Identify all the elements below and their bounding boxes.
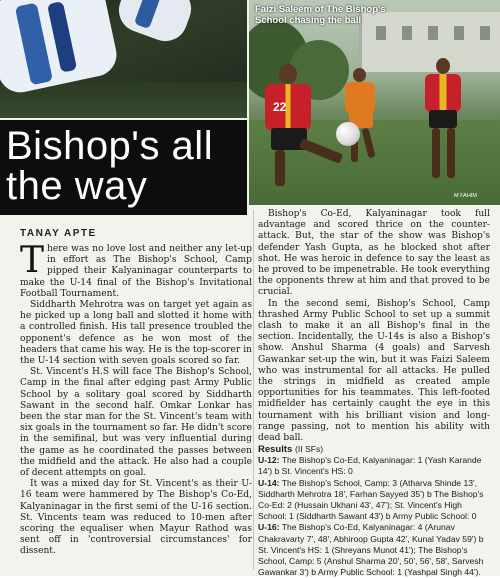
headline: Bishop's all the way — [6, 124, 214, 208]
article-paragraph: It was a mixed day for St. Vincent's as their U-16 team were hammered by The Bishop's Co-Ed, Kalyaninagar in the first semi of the U-16 section. St. Vincents team was reduced to 10-men after scoring the equaliser when Mayur Rathod was sent off in 'controversial circumstances' for dissent. — [20, 479, 252, 557]
result-item-u16: U-16: The Bishop's Co-Ed, Kalyaninagar: 4 (Arunav Chakravarty 7', 48', Abhiroop Gupta 42', Kunal Yadav 59') b St. Vincent's HS: 1 (Shreyans Munot 41'); The Bishop's School, Camp: 5 (Anshul Sharma 20', 50', 56', 58', Sarvesh Gawankar 3') b Army Public School: 1 (Yashpal Singh 44'). — [258, 522, 484, 578]
byline: TANAY APTE — [20, 228, 97, 239]
article-right-column — [258, 209, 490, 444]
column-divider — [253, 210, 254, 570]
article-paragraph: There was no love lost and neither any let-up in effort as The Bishop's School, Camp pipped their Kalyaninagar counterparts to make the U-14 final of the Bishop's Invitational Football Tournament. — [20, 240, 252, 299]
photo-credit: M FAHIM — [454, 193, 477, 199]
result-item-u14: U-14: The Bishop's School, Camp: 3 (Atharva Shinde 13', Siddharth Mehrotra 18', Farhan Sayyed 35') b The Bishop's Co-Ed: 2 (Hussain Ukhani 43', 47'); St. Vincent's High School: 1 (Siddharth Sawant 43') b Army Public School: 0 — [258, 477, 484, 522]
results-box — [258, 444, 490, 578]
results-heading: Results (II SFs) — [258, 444, 324, 455]
football — [336, 122, 360, 146]
article-paragraph: Siddharth Mehrotra was on target yet again as he picked up a long ball and slotted it home with a controlled finish. His tall presence troubled the opponent's defence as he won most of the headers that came his way. He is the top-scorer in the U-14 section with seven goals scored so far. — [20, 300, 252, 367]
match-photo — [249, 0, 500, 205]
gloves-photo — [0, 0, 247, 118]
result-item-u12: U-12: The Bishop's Co-Ed, Kalyaninagar: 1 (Yash Karande 14') b St. Vincent's HS: 0 — [258, 455, 482, 477]
goalkeeper-glove-right — [113, 0, 198, 47]
article-paragraph: In the second semi, Bishop's School, Camp thrashed Army Public School to set up a summit clash to make it an all Bishop's final in the section. Incidentally, the U-14s is also a Bishop's show. Anshul Sharma (4 goals) and Sarvesh Gawankar set-up the win, but it was Faizi Saleem who was instrumental for all attacks. He pulled the strings in midfield as created ample opportunities for his teammates. This left-footed midfielder has certainly caught the eye in this tournament with his brilliant vision and long-range passing, not to mention his ability with dead ball. — [258, 298, 490, 444]
jersey-number: 22 — [273, 100, 287, 114]
article-paragraph: St. Vincent's H.S will face The Bishop's School, Camp in the final after edging past Army Public School by a solitary goal scored by Siddharth Sawant in the second half. Omkar Lonkar has been the star man for the St. Vincent's team with six goals in the tournament so far. He didn't score in the semifinal, but was very influential during the game as he coordinated the passes between the midfield and the attack. He also had a couple of decent attempts on goal. — [20, 367, 252, 479]
drop-cap: T — [20, 240, 45, 281]
article-left-column — [20, 240, 252, 558]
article-paragraph: Bishop's Co-Ed, Kalyaninagar took full advantage and scored thrice on the counter-attack. But, the star of the show was Bishop's defender Yash Gupta, as he blocked shot after shot. He was heroic in defence to say the least as he proved to be impenetrable. He took everything the opponents threw at him and that proved to be crucial. — [258, 209, 490, 298]
photo-caption: Faizi Saleem of The Bishop's School chasing the ball — [255, 4, 386, 26]
